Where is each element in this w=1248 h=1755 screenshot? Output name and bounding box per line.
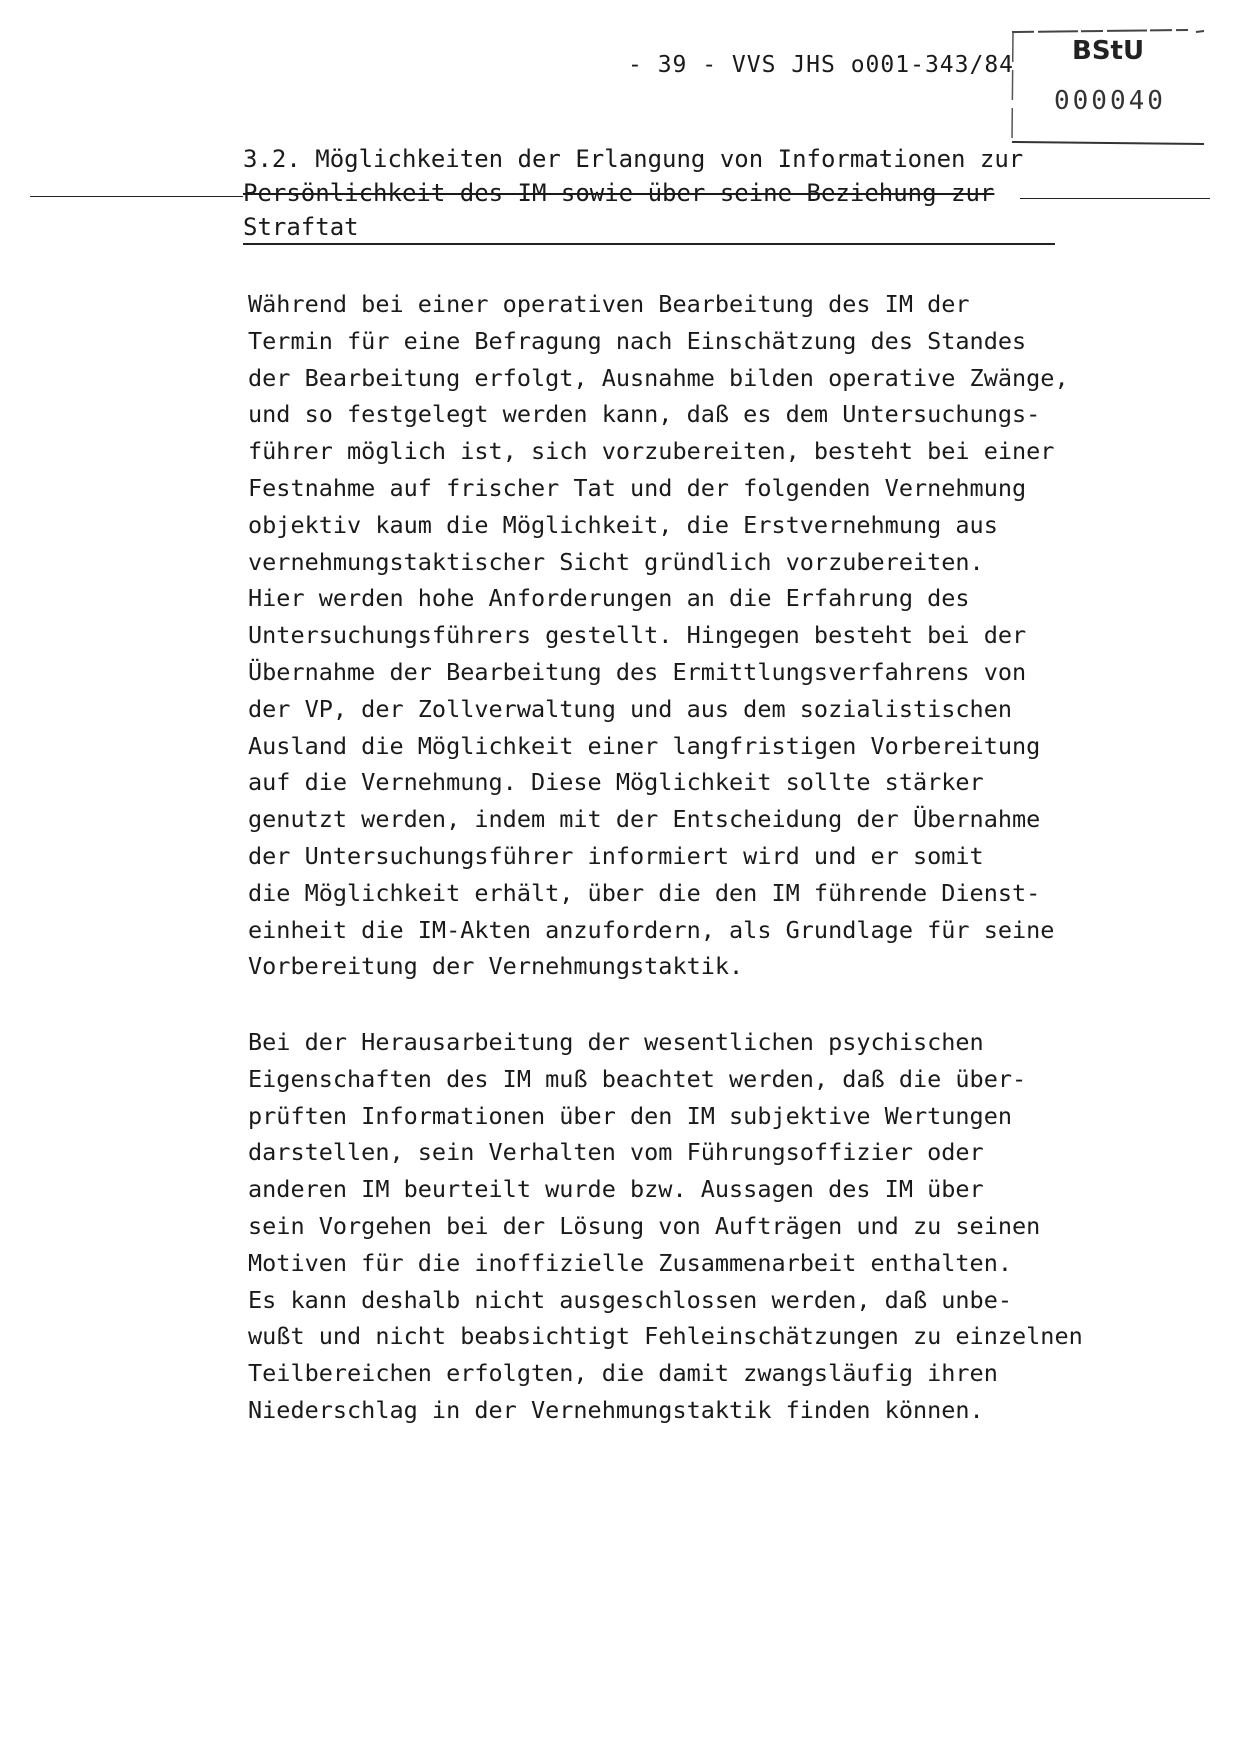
text-line: und so festgelegt werden kann, daß es dem Untersuchungs- [248, 400, 1041, 429]
text-line: Übernahme der Bearbeitung des Ermittlungsverfahrens von [248, 657, 1027, 686]
text-line: führer möglich ist, sich vorzubereiten, besteht bei einer [248, 437, 1055, 466]
page-header: - 39 - VVS JHS o001-343/84 [628, 52, 1015, 78]
archive-stamp [1010, 28, 1206, 146]
text-line: Niederschlag in der Vernehmungstaktik finden können. [248, 1395, 984, 1424]
text-line: Ausland die Möglichkeit einer langfristigen Vorbereitung [248, 731, 1041, 760]
text-line: der VP, der Zollverwaltung und aus dem sozialistischen [248, 694, 1013, 723]
text-line: anderen IM beurteilt wurde bzw. Aussagen des IM über [248, 1175, 984, 1204]
heading-underline [243, 243, 1055, 245]
stamp-label: BStU [1072, 36, 1145, 66]
stamp-number: 000040 [1054, 86, 1166, 116]
text-line: der Untersuchungsführer informiert wird und er somit [248, 841, 984, 870]
text-line: der Bearbeitung erfolgt, Ausnahme bilden operative Zwänge, [248, 363, 1069, 392]
text-line: auf die Vernehmung. Diese Möglichkeit sollte stärker [248, 768, 984, 797]
text-line: vernehmungstaktischer Sicht gründlich vorzubereiten. [248, 547, 984, 576]
text-line: Bei der Herausarbeitung der wesentlichen psychischen [248, 1028, 984, 1056]
text-line: Festnahme auf frischer Tat und der folgenden Vernehmung [248, 473, 1027, 502]
heading-line: Straftat [243, 213, 359, 241]
text-line: prüften Informationen über den IM subjektive Wertungen [248, 1101, 1013, 1130]
text-line: Während bei einer operativen Bearbeitung des IM der [248, 290, 970, 318]
section-heading [243, 142, 1063, 244]
heading-line: Persönlichkeit des IM sowie über seine Beziehung zur [243, 179, 995, 207]
text-line: Vorbereitung der Vernehmungstaktik. [248, 952, 744, 981]
body-paragraph [248, 1024, 1148, 1429]
heading-left-rule [30, 196, 243, 197]
text-line: wußt und nicht beabsichtigt Fehleinschätzungen zu einzelnen [248, 1322, 1083, 1351]
text-line: die Möglichkeit erhält, über die den IM führende Dienst- [248, 878, 1041, 907]
text-line: Hier werden hohe Anforderungen an die Erfahrung des [248, 584, 970, 613]
text-line: Termin für eine Befragung nach Einschätzung des Standes [248, 326, 1027, 355]
text-line: sein Vorgehen bei der Lösung von Aufträgen und zu seinen [248, 1211, 1041, 1240]
text-line: Untersuchungsführers gestellt. Hingegen besteht bei der [248, 621, 1027, 650]
text-line: genutzt werden, indem mit der Entscheidung der Übernahme [248, 805, 1041, 834]
heading-line: 3.2. Möglichkeiten der Erlangung von Informationen zur [243, 145, 1024, 173]
text-line: Eigenschaften des IM muß beachtet werden, daß die über- [248, 1064, 1027, 1093]
text-line: darstellen, sein Verhalten vom Führungsoffizier oder [248, 1138, 984, 1167]
heading-right-rule [1020, 198, 1210, 199]
text-line: Motiven für die inoffizielle Zusammenarbeit enthalten. [248, 1248, 1013, 1277]
text-line: Es kann deshalb nicht ausgeschlossen werden, daß unbe- [248, 1285, 1013, 1314]
text-line: objektiv kaum die Möglichkeit, die Erstvernehmung aus [248, 510, 998, 539]
body-paragraph [248, 286, 1148, 985]
text-line: einheit die IM-Akten anzufordern, als Grundlage für seine [248, 915, 1055, 944]
text-line: Teilbereichen erfolgten, die damit zwangsläufig ihren [248, 1359, 998, 1388]
